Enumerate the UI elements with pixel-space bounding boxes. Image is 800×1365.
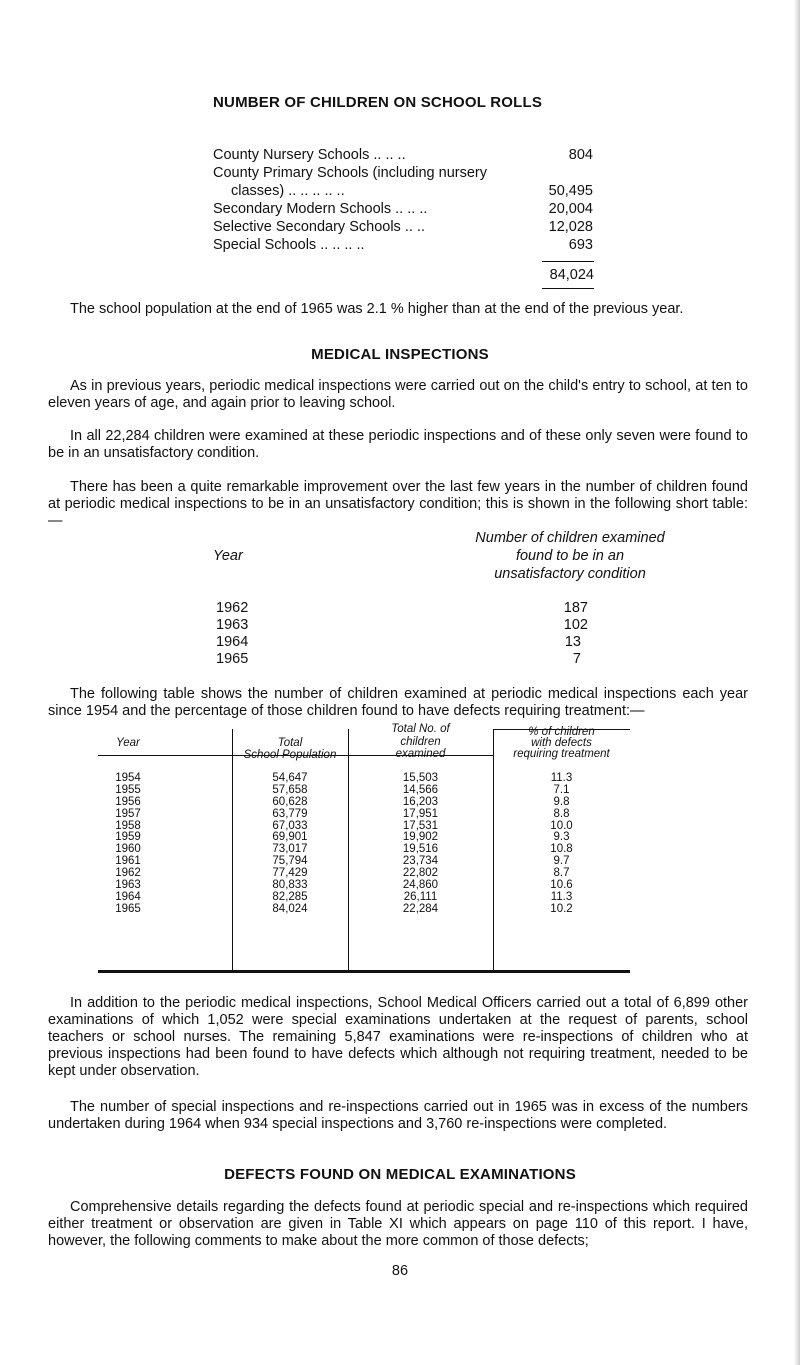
short-table-year: 1962 — [216, 600, 249, 616]
percentage-cell: 10.6 — [550, 879, 573, 892]
examined-cell: 17,531 — [402, 819, 439, 832]
examined-cell: 19,516 — [402, 843, 439, 856]
short-table-number-header-line1: Number of children examined — [475, 530, 665, 546]
population-cell: 82,285 — [272, 890, 308, 903]
paragraph-additional: In addition to the periodic medical inspections, School Medical Officers carried out a total of 6,899 other examinations of which 1,052 were special examinations undertaken at the request of parents, school teachers or school nurses. The remaining 5,847 examinations were re-inspections of children who at previous inspections had been found to have defects which although not requiring treatment, needed to be kept under observation. — [48, 995, 748, 1079]
short-table-year: 1965 — [216, 651, 249, 667]
header-total-line1: Total — [277, 737, 303, 749]
population-cell: 63,779 — [272, 807, 308, 820]
roll-label: Special Schools .. .. .. .. — [213, 237, 365, 253]
short-table-value: 102 — [563, 617, 588, 633]
examined-cell: 24,860 — [402, 879, 439, 892]
year-cell: 1958 — [115, 819, 141, 832]
percentage-cell: 9.7 — [553, 855, 570, 868]
column-years — [98, 773, 158, 916]
year-cell: 1956 — [115, 795, 141, 808]
population-cell: 54,647 — [272, 772, 308, 784]
examined-cell: 17,951 — [402, 807, 439, 820]
year-cell: 1960 — [115, 843, 141, 856]
percentage-cell: 11.3 — [550, 890, 573, 903]
roll-label: Selective Secondary Schools .. .. — [213, 219, 425, 235]
roll-value: 12,028 — [548, 219, 593, 235]
short-table-year: 1963 — [216, 617, 249, 633]
short-table-year-header: Year — [213, 548, 243, 564]
short-table-number-header-line2: found to be in an — [515, 548, 625, 564]
examined-cell: 16,203 — [402, 795, 439, 808]
header-pct-line2: with defects — [531, 737, 592, 749]
roll-row-special — [213, 237, 593, 255]
heading-school-rolls: NUMBER OF CHILDREN ON SCHOOL ROLLS — [213, 94, 543, 111]
header-examined-line1: Total No. of — [391, 723, 450, 735]
roll-value: 50,495 — [548, 183, 593, 199]
roll-label: County Nursery Schools .. .. .. — [213, 147, 406, 163]
year-cell: 1965 — [115, 902, 141, 915]
short-table-number-header-line3: unsatisfactory condition — [494, 566, 646, 582]
percentage-cell: 9.3 — [553, 831, 570, 844]
short-table-year: 1964 — [216, 634, 249, 650]
header-pct-line1: % of children — [528, 726, 595, 738]
population-cell: 67,033 — [272, 819, 308, 832]
heading-defects: DEFECTS FOUND ON MEDICAL EXAMINATIONS — [224, 1166, 576, 1183]
examined-cell: 22,284 — [402, 902, 439, 915]
percentage-cell: 9.8 — [553, 795, 570, 808]
population-cell: 77,429 — [272, 867, 308, 880]
paragraph-defects: Comprehensive details regarding the defects found at periodic special and re-inspections which required either treatment or observation are given in Table XI which appears on page 110 of this report. I have, however, the following comments to make about the more common of those defects; — [48, 1199, 748, 1249]
paragraph-following-table: The following table shows the number of children examined at periodic medical inspections each year since 1954 and the percentage of those children found to have defects requiring treatment:— — [48, 686, 748, 719]
percentage-cell: 10.8 — [550, 843, 573, 856]
paragraph-medical-3: There has been a quite remarkable improvement over the last few years in the number of children found at periodic medical inspections to be in an unsatisfactory condition; this is shown in the following short table:— — [48, 479, 748, 529]
population-cell: 60,628 — [272, 795, 308, 808]
year-cell: 1961 — [115, 855, 141, 868]
population-cell: 75,794 — [272, 855, 308, 868]
examined-cell: 14,566 — [402, 783, 439, 796]
header-examined-line2: children — [400, 736, 441, 748]
page-edge-shadow — [794, 0, 800, 1365]
short-table-value: 7 — [572, 651, 581, 667]
roll-value: 693 — [568, 237, 593, 253]
paragraph-special: The number of special inspections and re-inspections carried out in 1965 was in excess of the numbers undertaken during 1964 when 934 special inspections and 3,760 re-inspections were completed. — [48, 1099, 748, 1132]
examined-cell: 23,734 — [402, 855, 439, 868]
roll-row-primary — [213, 165, 593, 183]
year-cell: 1959 — [115, 831, 141, 844]
column-percentages — [493, 773, 630, 916]
roll-row-selective-secondary — [213, 219, 593, 237]
roll-label: County Primary Schools (including nursery — [213, 165, 487, 181]
year-cell: 1955 — [115, 783, 141, 796]
roll-row-secondary-modern — [213, 201, 593, 219]
defects-table — [98, 723, 741, 977]
examined-cell: 26,111 — [403, 890, 438, 903]
population-cell: 69,901 — [272, 831, 308, 844]
year-cell: 1963 — [115, 879, 141, 892]
year-cell: 1964 — [115, 890, 141, 903]
roll-row-nursery — [213, 147, 593, 165]
population-cell: 57,658 — [272, 783, 308, 796]
header-year: Year — [116, 737, 140, 749]
column-examined — [348, 773, 493, 916]
examined-cell: 22,802 — [402, 867, 439, 880]
roll-value: 804 — [568, 147, 593, 163]
total-rule-top — [542, 261, 594, 262]
header-pct-line3: requiring treatment — [513, 748, 610, 760]
percentage-cell: 10.0 — [550, 819, 573, 832]
percentage-cell: 10.2 — [550, 902, 573, 915]
roll-label: classes) .. .. .. .. .. — [231, 183, 345, 199]
short-table-value: 187 — [563, 600, 588, 616]
roll-row-primary-classes — [213, 183, 593, 201]
table-bottom-rule — [98, 970, 630, 973]
header-total-line2: School Population — [243, 749, 337, 761]
column-populations — [232, 773, 348, 916]
population-cell: 80,833 — [272, 879, 308, 892]
examined-cell: 19,902 — [402, 831, 439, 844]
percentage-cell: 8.7 — [553, 867, 570, 880]
rolls-total: 84,024 — [549, 267, 594, 283]
population-cell: 73,017 — [272, 843, 308, 856]
percentage-cell: 8.8 — [553, 807, 570, 820]
paragraph-medical-2: In all 22,284 children were examined at these periodic inspections and of these only seven were found to be in an unsatisfactory condition. — [48, 428, 748, 461]
year-cell: 1954 — [115, 772, 141, 784]
paragraph-medical-1: As in previous years, periodic medical inspections were carried out on the child's entry to school, at ten to eleven years of age, and again prior to leaving school. — [48, 378, 748, 411]
page-number: 86 — [391, 1263, 409, 1279]
percentage-cell: 7.1 — [553, 783, 570, 796]
percentage-cell: 11.3 — [550, 772, 573, 784]
roll-value: 20,004 — [548, 201, 593, 217]
population-note: The school population at the end of 1965 was 2.1 % higher than at the end of the previous year. — [70, 301, 684, 317]
year-cell: 1962 — [115, 867, 141, 880]
roll-label: Secondary Modern Schools .. .. .. — [213, 201, 428, 217]
heading-medical-inspections: MEDICAL INSPECTIONS — [311, 346, 489, 363]
short-table-value: 13 — [564, 634, 581, 650]
header-examined-line3: examined — [395, 748, 446, 760]
total-rule-bottom — [542, 288, 594, 289]
examined-cell: 15,503 — [402, 772, 439, 784]
population-cell: 84,024 — [272, 902, 308, 915]
year-cell: 1957 — [115, 807, 141, 820]
